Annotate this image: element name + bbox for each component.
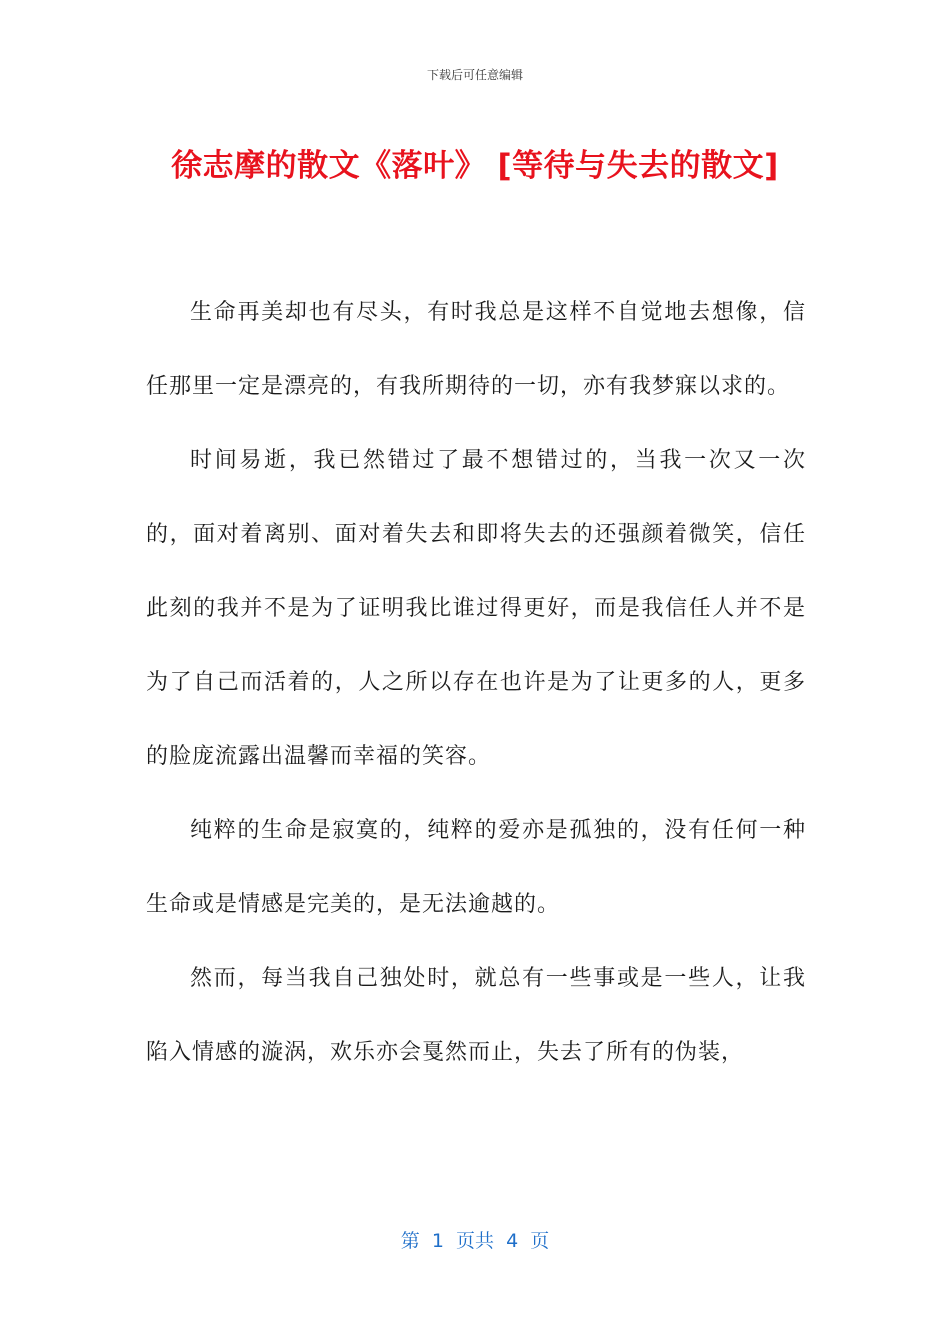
paragraph: 时间易逝，我已然错过了最不想错过的，当我一次又一次的，面对着离别、面对着失去和即将失去的还强颜着微笑，信任此刻的我并不是为了证明我比谁过得更好，而是我信任人并不是为了自己而活着的，人之所以存在也许是为了让更多的人，更多的脸庞流露出温馨而幸福的笑容。 [146, 448, 806, 769]
document-body [146, 276, 806, 1090]
paragraph: 然而，每当我自己独处时，就总有一些事或是一些人，让我陷入情感的漩涡，欢乐亦会戛然而止，失去了所有的伪装， [146, 966, 806, 1065]
page-title: 徐志摩的散文《落叶》 [等待与失去的散文] [171, 148, 779, 184]
paragraph: 生命再美却也有尽头，有时我总是这样不自觉地去想像，信任那里一定是漂亮的，有我所期待的一切，亦有我梦寐以求的。 [146, 300, 806, 399]
page-number-footer: 第 1 页共 4 页 [400, 1230, 550, 1252]
header-note: 下载后可任意编辑 [426, 68, 523, 82]
paragraph: 纯粹的生命是寂寞的，纯粹的爱亦是孤独的，没有任何一种生命或是情感是完美的，是无法逾越的。 [146, 818, 806, 917]
